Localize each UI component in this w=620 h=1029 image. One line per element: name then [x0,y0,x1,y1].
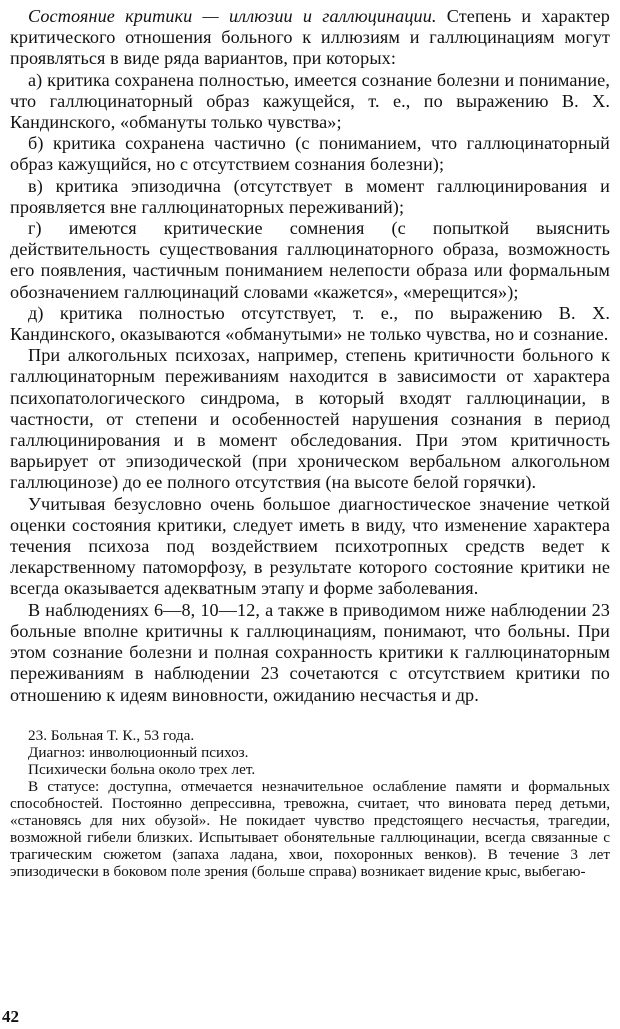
page-number: 42 [2,1007,19,1026]
case-diagnosis: Диагноз: инволюционный психоз. [28,743,249,761]
case-report [10,727,610,880]
case-status: В статусе: доступна, отмечается незначительное ослабление памяти и формальных способностей. Постоянно депрессивна, тревожна, считает, что виновата перед детьми, «становясь для них обузой». Не покидает чувство предстоящего несчастья, трагедии, возможной гибели близких. Испытывает обонятельные галлюцинации, всегда связанные с трагическим сюжетом (запаха ладана, хвои, похоронных венков). В течение 3 лет эпизодически в боковом поле зрения (больше справа) возникает видение крыс, выбегаю- [10,777,610,880]
section-title: Состояние критики — иллюзии и галлюцинации. [28,6,437,26]
intro-text: Степень и характер критического отношения больного к иллюзиям и галлюцинациям могут проявляться в виде ряда вариантов, при которых: [10,6,610,69]
case-header: 23. Больная Т. К., 53 года. [28,726,195,744]
case-duration: Психически больна около трех лет. [28,760,256,778]
list-item: д) критика полностью отсутствует, т. е., по выражению В. Х. Кандинского, оказываются «обманутыми» не только чувства, но и сознание. [10,302,610,345]
list-item: г) имеются критические сомнения (с попыткой выяснить действительность существования галлюцинаторного образа, возможность его появления, частичным пониманием нелепости образа или формальным обозначением галлюцинаций словами «кажется», «мерещится»); [10,218,610,302]
body-paragraph: При алкогольных психозах, например, степень критичности больного к галлюцинаторным переживаниям находится в зависимости от характера психопатологического синдрома, в который входят галлюцинации, в частности, от степени и особенностей нарушения сознания в период галлюцинирования и в момент обследования. При этом критичность варьирует от эпизодической (при хроническом вербальном алкогольном галлюцинозе) до ее полного отсутствия (на высоте белой горячки). [10,345,610,493]
body-paragraph: Учитывая безусловно очень большое диагностическое значение четкой оценки состояния критики, следует иметь в виду, что изменение характера течения психоза под воздействием психотропных средств ведет к лекарственному патоморфозу, в результате которого состояние критики не всегда оказывается адекватным этапу и форме заболевания. [10,493,610,599]
list-item: б) критика сохранена частично (с пониманием, что галлюцинаторный образ кажущийся, но с отсутствием сознания болезни); [10,133,610,175]
list-item: в) критика эпизодична (отсутствует в момент галлюцинирования и проявляется вне галлюцинаторных переживаний); [10,175,610,217]
list-item: а) критика сохранена полностью, имеется сознание болезни и понимание, что галлюцинаторный образ кажущейся, т. е., по выражению В. Х. Кандинского, «обмануты только чувства»; [10,69,610,133]
main-text [10,6,610,706]
intro-paragraph [10,6,610,70]
body-paragraph: В наблюдениях 6—8, 10—12, а также в приводимом ниже наблюдении 23 больные вполне критичны к галлюцинациям, понимают, что больны. При этом сознание болезни и полная сохранность критики к галлюцинаторным переживаниям в наблюдении 23 сочетаются с отсутствием критики по отношению к идеям виновности, ожиданию несчастья и др. [10,599,610,705]
